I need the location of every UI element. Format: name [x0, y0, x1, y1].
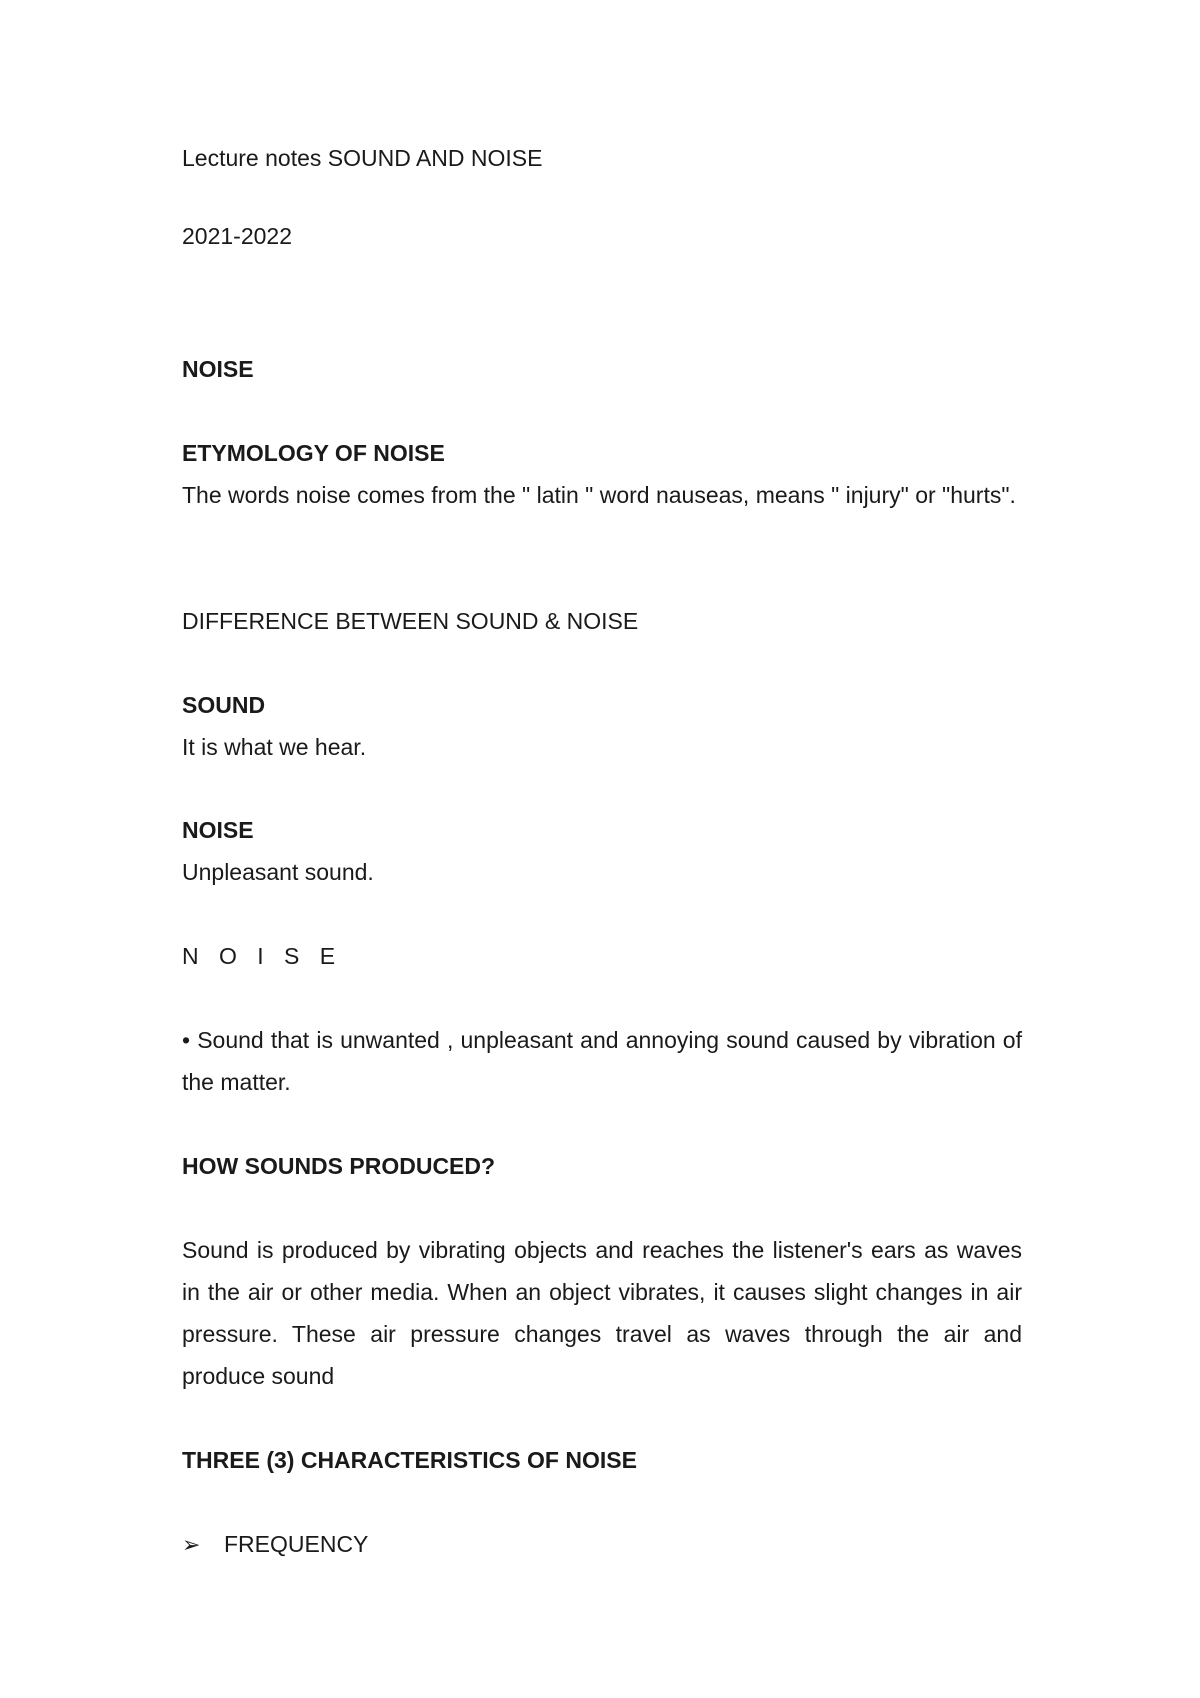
difference-heading: DIFFERENCE BETWEEN SOUND & NOISE	[182, 608, 639, 634]
characteristic-label: FREQUENCY	[224, 1531, 369, 1557]
characteristics-heading: THREE (3) CHARACTERISTICS OF NOISE	[182, 1447, 637, 1473]
noise-subheading: NOISE	[182, 817, 254, 843]
noise-spaced-heading: N O I S E	[182, 943, 343, 969]
document-title: Lecture notes SOUND AND NOISE	[182, 145, 543, 171]
academic-year: 2021-2022	[182, 223, 292, 249]
how-sounds-heading: HOW SOUNDS PRODUCED?	[182, 1153, 496, 1179]
noise-bullet-paragraph: • Sound that is unwanted , unpleasant and annoying sound caused by vibration of the matter.	[182, 1027, 1022, 1095]
arrow-bullet-icon: ➢	[182, 1532, 201, 1557]
sound-heading: SOUND	[182, 692, 266, 718]
sound-definition: It is what we hear.	[182, 734, 367, 760]
noise-definition: Unpleasant sound.	[182, 859, 374, 885]
how-sounds-paragraph: Sound is produced by vibrating objects and reaches the listener's ears as waves in the air or other media. When an object vibrates, it causes slight changes in air pressure. These air pressure changes travel as waves through the air and produce sound	[182, 1237, 1022, 1389]
etymology-heading: ETYMOLOGY OF NOISE	[182, 440, 445, 466]
etymology-paragraph: The words noise comes from the " latin " word nauseas, means " injury" or "hurts".	[182, 482, 1016, 508]
noise-heading: NOISE	[182, 356, 254, 382]
characteristic-item	[182, 1523, 1022, 1566]
